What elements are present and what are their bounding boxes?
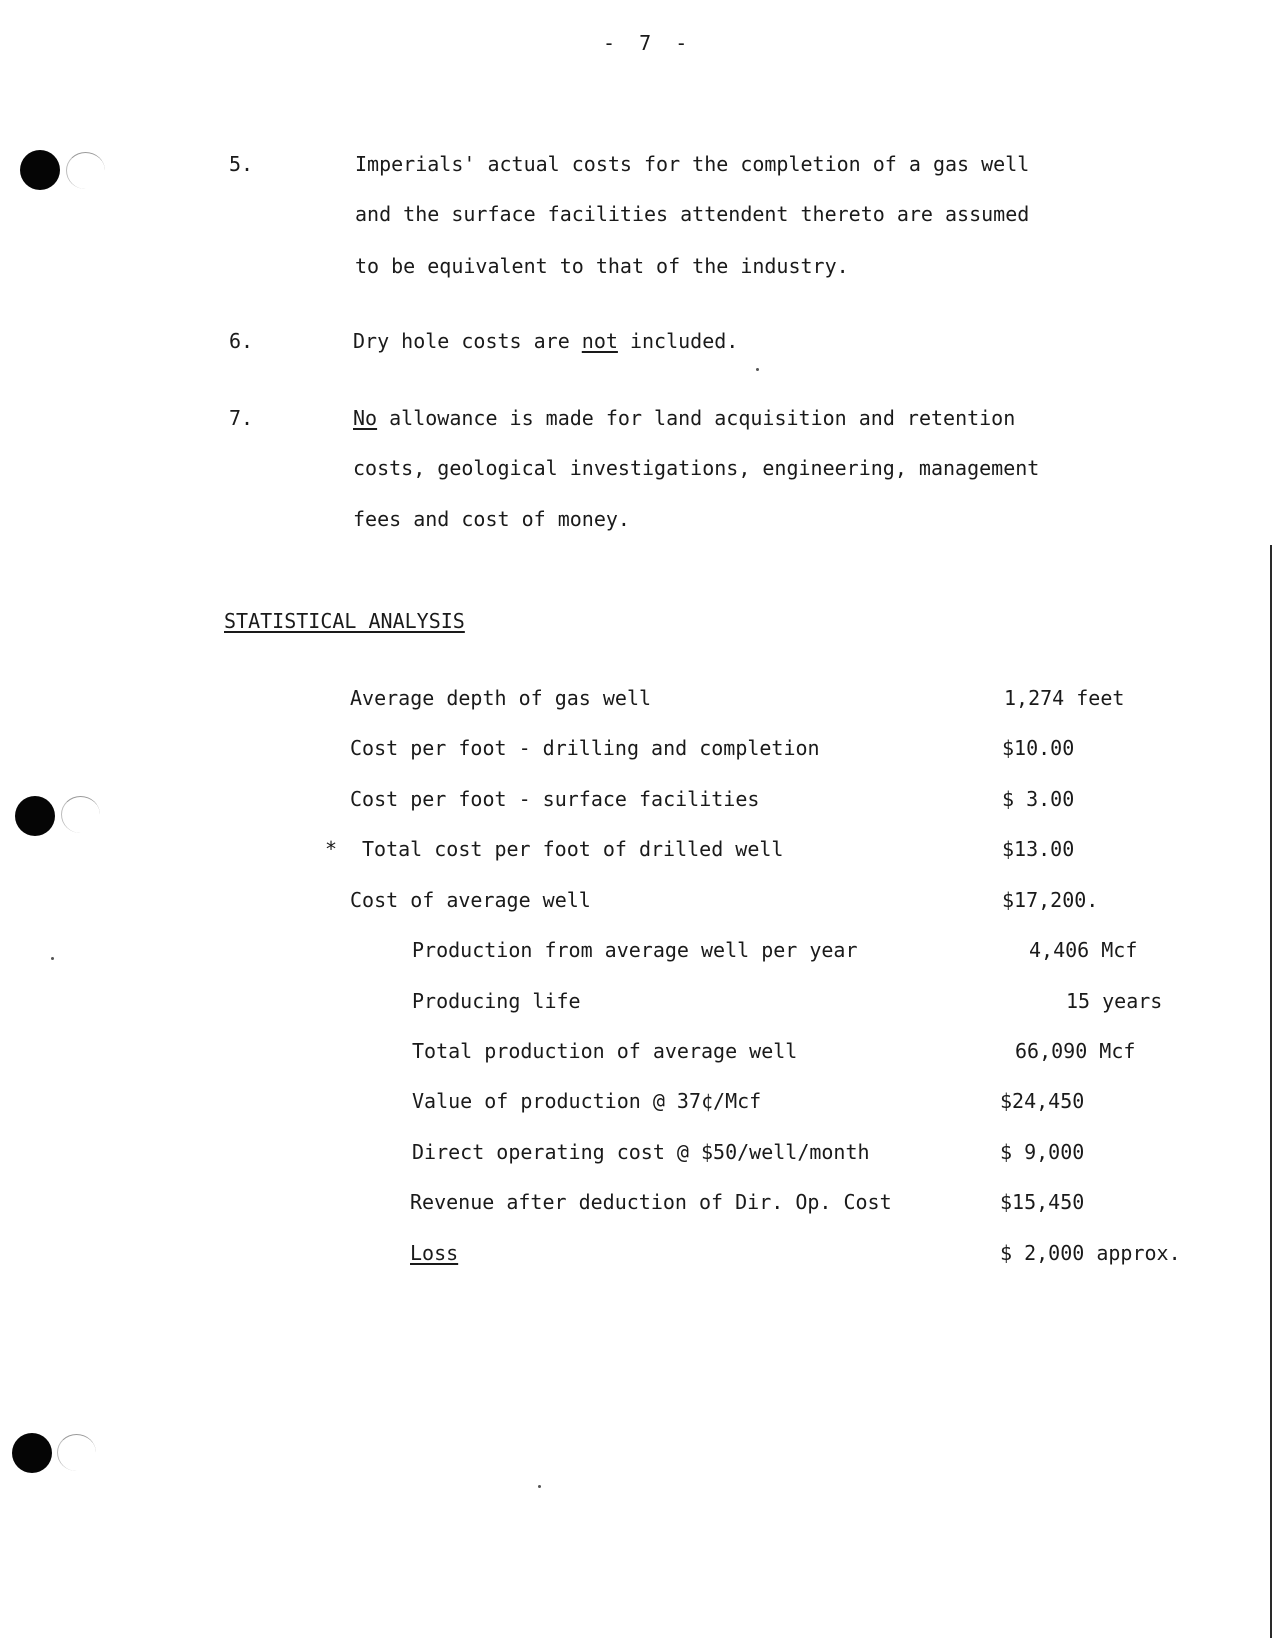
row-value: $ 3.00	[1002, 787, 1075, 811]
row-value: $15,450	[1000, 1190, 1085, 1214]
row-value: $ 9,000	[1000, 1140, 1085, 1164]
page-number: - 7 -	[603, 31, 688, 55]
punch-hole-top	[20, 150, 60, 190]
row-value: 4,406 Mcf	[1029, 938, 1138, 962]
row-value: 15 years	[1066, 989, 1163, 1013]
item-5-line-3: to be equivalent to that of the industry.	[355, 254, 849, 278]
item-6-text-after: included.	[617, 329, 739, 353]
item-5-line-1: Imperials' actual costs for the completion of a gas well	[355, 152, 1030, 176]
item-7-line-1	[353, 406, 1015, 430]
row-value: $13.00	[1002, 837, 1075, 861]
row-label-loss: Loss	[410, 1241, 459, 1265]
row-label: Cost per foot - surface facilities	[350, 787, 760, 811]
row-label: Production from average well per year	[412, 938, 858, 962]
row-label: Cost of average well	[350, 888, 591, 912]
punch-hole-bottom	[12, 1433, 52, 1473]
row-value: $24,450	[1000, 1089, 1085, 1113]
scan-speck	[756, 368, 759, 371]
page-edge-line	[1270, 545, 1272, 1638]
item-6-emphasis: not	[581, 329, 618, 353]
item-7-emphasis: No	[353, 406, 378, 430]
punch-hole-top-shadow	[66, 152, 105, 189]
row-label: Average depth of gas well	[350, 686, 652, 710]
scan-speck	[538, 1485, 541, 1488]
item-5-number: 5.	[229, 152, 254, 176]
row-label: Revenue after deduction of Dir. Op. Cost	[410, 1190, 892, 1214]
row-label: Total production of average well	[412, 1039, 798, 1063]
item-7-line-2: costs, geological investigations, engineering, management	[353, 456, 1040, 480]
section-heading: STATISTICAL ANALYSIS	[224, 609, 465, 633]
item-7-line-3: fees and cost of money.	[353, 507, 630, 531]
row-label: Direct operating cost @ $50/well/month	[412, 1140, 870, 1164]
row-value: $17,200.	[1002, 888, 1099, 912]
scan-speck	[51, 957, 54, 960]
row-value: 1,274 feet	[1004, 686, 1125, 710]
row-value: $10.00	[1002, 736, 1075, 760]
item-7-line-1-rest: allowance is made for land acquisition and retention	[377, 406, 1016, 430]
row-value-loss: $ 2,000 approx.	[1000, 1241, 1181, 1265]
punch-hole-bottom-shadow	[57, 1434, 96, 1471]
item-5-line-2: and the surface facilities attendent thereto are assumed	[355, 202, 1030, 226]
row-label: Value of production @ 37¢/Mcf	[412, 1089, 762, 1113]
punch-hole-middle-shadow	[61, 796, 100, 833]
row-value: 66,090 Mcf	[1015, 1039, 1136, 1063]
asterisk-marker: *	[325, 837, 338, 861]
punch-hole-middle	[15, 796, 55, 836]
item-6-number: 6.	[229, 329, 254, 353]
item-6-text-before: Dry hole costs are	[353, 329, 582, 353]
row-label: Cost per foot - drilling and completion	[350, 736, 820, 760]
row-label: Producing life	[412, 989, 581, 1013]
item-6-text	[353, 329, 738, 353]
item-7-number: 7.	[229, 406, 254, 430]
row-label: Total cost per foot of drilled well	[362, 837, 784, 861]
